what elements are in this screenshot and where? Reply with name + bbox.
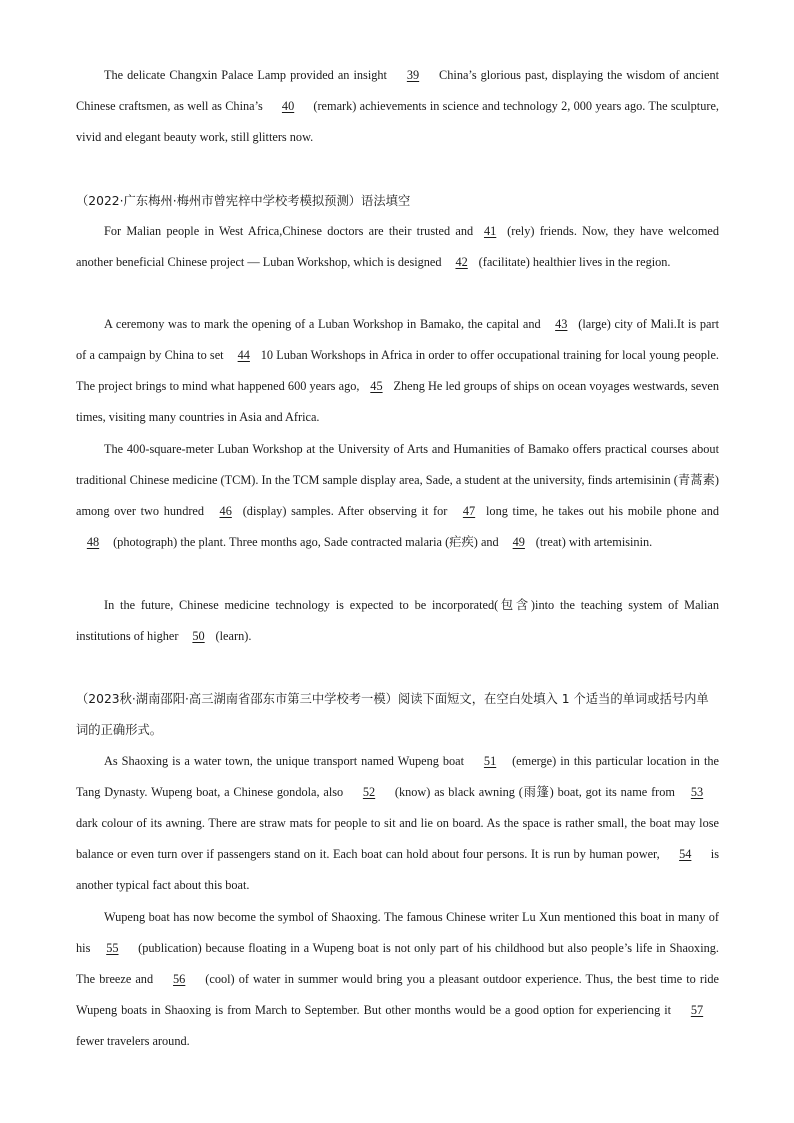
blank-41[interactable]: 41 [483,224,497,238]
passage-paragraph-malian-4: In the future, Chinese medicine technology is expected to be incorporated(包含)into the teaching system of Malian institutions of higher 50 (learn). [76,590,719,652]
blank-54[interactable]: 54 [679,847,692,861]
source-heading-shaoyang: （2023秋·湖南邵阳·高三湖南省邵东市第三中学校考一模）阅读下面短文，在空白处填入 1 个适当的单词或括号内单词的正确形式。 [76,692,709,737]
source-heading-meizhou: （2022·广东梅州·梅州市曾宪梓中学校考模拟预测）语法填空 [76,194,411,208]
blank-44[interactable]: 44 [237,348,250,362]
blank-55[interactable]: 55 [106,941,119,955]
blank-42[interactable]: 42 [455,255,468,269]
blank-43[interactable]: 43 [555,317,568,331]
blank-57[interactable]: 57 [690,1003,704,1017]
blank-49[interactable]: 49 [512,535,525,549]
passage-paragraph-malian-2: A ceremony was to mark the opening of a Luban Workshop in Bamako, the capital and 43 (large) city of Mali.It is part of a campaign by China to set 44 10 Luban Workshops in Africa in order to offer occupational training for local young people. The project brings to mind what happened 600 years ago, 45 Zheng He led groups of ships on ocean voyages westwards, seven times, visiting many countries in Asia and Africa. [76,309,719,433]
blank-50[interactable]: 50 [192,629,205,643]
blank-47[interactable]: 47 [462,504,476,518]
passage-paragraph-malian-3: The 400-square-meter Luban Workshop at the University of Arts and Humanities of Bamako offers practical courses about traditional Chinese medicine (TCM). In the TCM sample display area, Sade, a student at the university, finds artemisinin (青蒿素) among over two hundred 46 (display) samples. After observing it for 47 long time, he takes out his mobile phone and 48 (photograph) the plant. Three months ago, Sade contracted malaria (疟疾) and 49 (treat) with artemisinin. [76,434,719,558]
blank-39[interactable]: 39 [406,68,420,82]
blank-40[interactable]: 40 [281,99,295,113]
blank-56[interactable]: 56 [173,972,186,986]
passage-paragraph-lamp: The delicate Changxin Palace Lamp provided an insight 39 China’s glorious past, displaying the wisdom of ancient Chinese craftsmen, as well as China’s 40 (remark) achievements in science and technology 2, 000 years ago. The sculpture, vivid and elegant beauty work, still glitters now. [76,60,719,153]
passage-paragraph-malian-1: For Malian people in West Africa,Chinese doctors are their trusted and 41 (rely) friends. Now, they have welcomed another beneficial Chinese project — Luban Workshop, which is designed 42 (facilitate) healthier lives in the region. [76,216,719,278]
blank-48[interactable]: 48 [86,535,100,549]
passage-paragraph-shaoxing-2: Wupeng boat has now become the symbol of Shaoxing. The famous Chinese writer Lu Xun mentioned this boat in many of his 55 (publication) because floating in a Wupeng boat is not only part of his childhood but also people’s life in Shaoxing. The breeze and 56 (cool) of water in summer would bring you a pleasant outdoor experience. Thus, the best time to ride Wupeng boats in Shaoxing is from March to September. But other months would be a good option for experiencing it 57 fewer travelers around. [76,910,719,1048]
blank-53[interactable]: 53 [690,785,704,799]
blank-51[interactable]: 51 [483,754,497,768]
blank-52[interactable]: 52 [362,785,376,799]
blank-46[interactable]: 46 [219,504,232,518]
passage-paragraph-shaoxing-1: As Shaoxing is a water town, the unique transport named Wupeng boat 51 (emerge) in this particular location in the Tang Dynasty. Wupeng boat, a Chinese gondola, also 52 (know) as black awning (雨篷) boat, got its name from 53dark colour of its awning. There are straw mats for people to sit and lie on board. As the space is rather small, the boat may lose balance or even turn over if passengers stand on it. Each boat can hold about four persons. It is run by human power, 54 is another typical fact about this boat. [76,746,719,901]
blank-45[interactable]: 45 [370,379,383,393]
